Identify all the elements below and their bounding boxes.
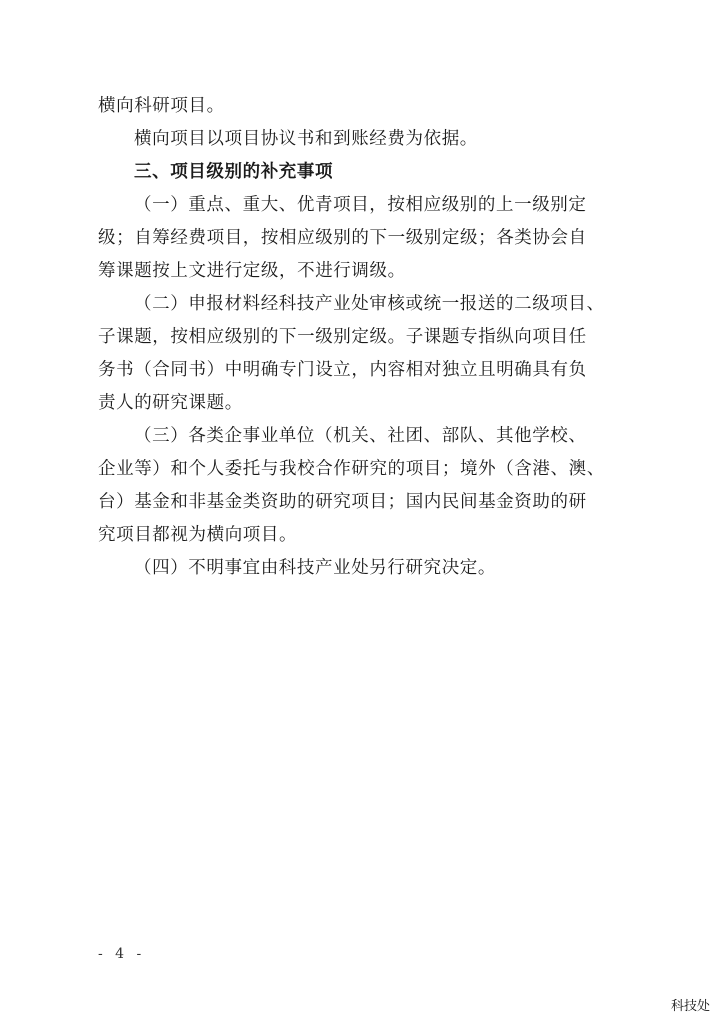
paragraph-line: 究项目都视为横向项目。 xyxy=(98,525,298,545)
department-stamp: 科技处 xyxy=(670,999,710,1014)
section-heading: 三、项目级别的补充事项 xyxy=(134,162,334,182)
paragraph-line: （二）申报材料经科技产业处审核或统一报送的二级项目、 xyxy=(134,294,605,314)
paragraph-line: （三）各类企事业单位（机关、社团、部队、其他学校、 xyxy=(134,426,587,446)
paragraph-line: 级；自筹经费项目，按相应级别的下一级别定级；各类协会自 xyxy=(98,228,587,248)
document-body xyxy=(98,90,638,585)
paragraph-line: 台）基金和非基金类资助的研究项目；国内民间基金资助的研 xyxy=(98,492,587,512)
paragraph-line: 务书（合同书）中明确专门设立，内容相对独立且明确具有负 xyxy=(98,360,587,380)
paragraph-line: 子课题，按相应级别的下一级别定级。子课题专指纵向项目任 xyxy=(98,327,587,347)
paragraph-line: （一）重点、重大、优青项目，按相应级别的上一级别定 xyxy=(134,195,587,215)
page-number: - 4 - xyxy=(98,946,146,962)
paragraph-line: 责人的研究课题。 xyxy=(98,393,243,413)
paragraph-line: 横向科研项目。 xyxy=(98,96,225,116)
paragraph-line: 企业等）和个人委托与我校合作研究的项目；境外（含港、澳、 xyxy=(98,459,605,479)
paragraph-line: （四）不明事宜由科技产业处另行研究决定。 xyxy=(134,558,496,578)
paragraph-line: 筹课题按上文进行定级，不进行调级。 xyxy=(98,261,406,281)
paragraph-line: 横向项目以项目协议书和到账经费为依据。 xyxy=(134,129,478,149)
